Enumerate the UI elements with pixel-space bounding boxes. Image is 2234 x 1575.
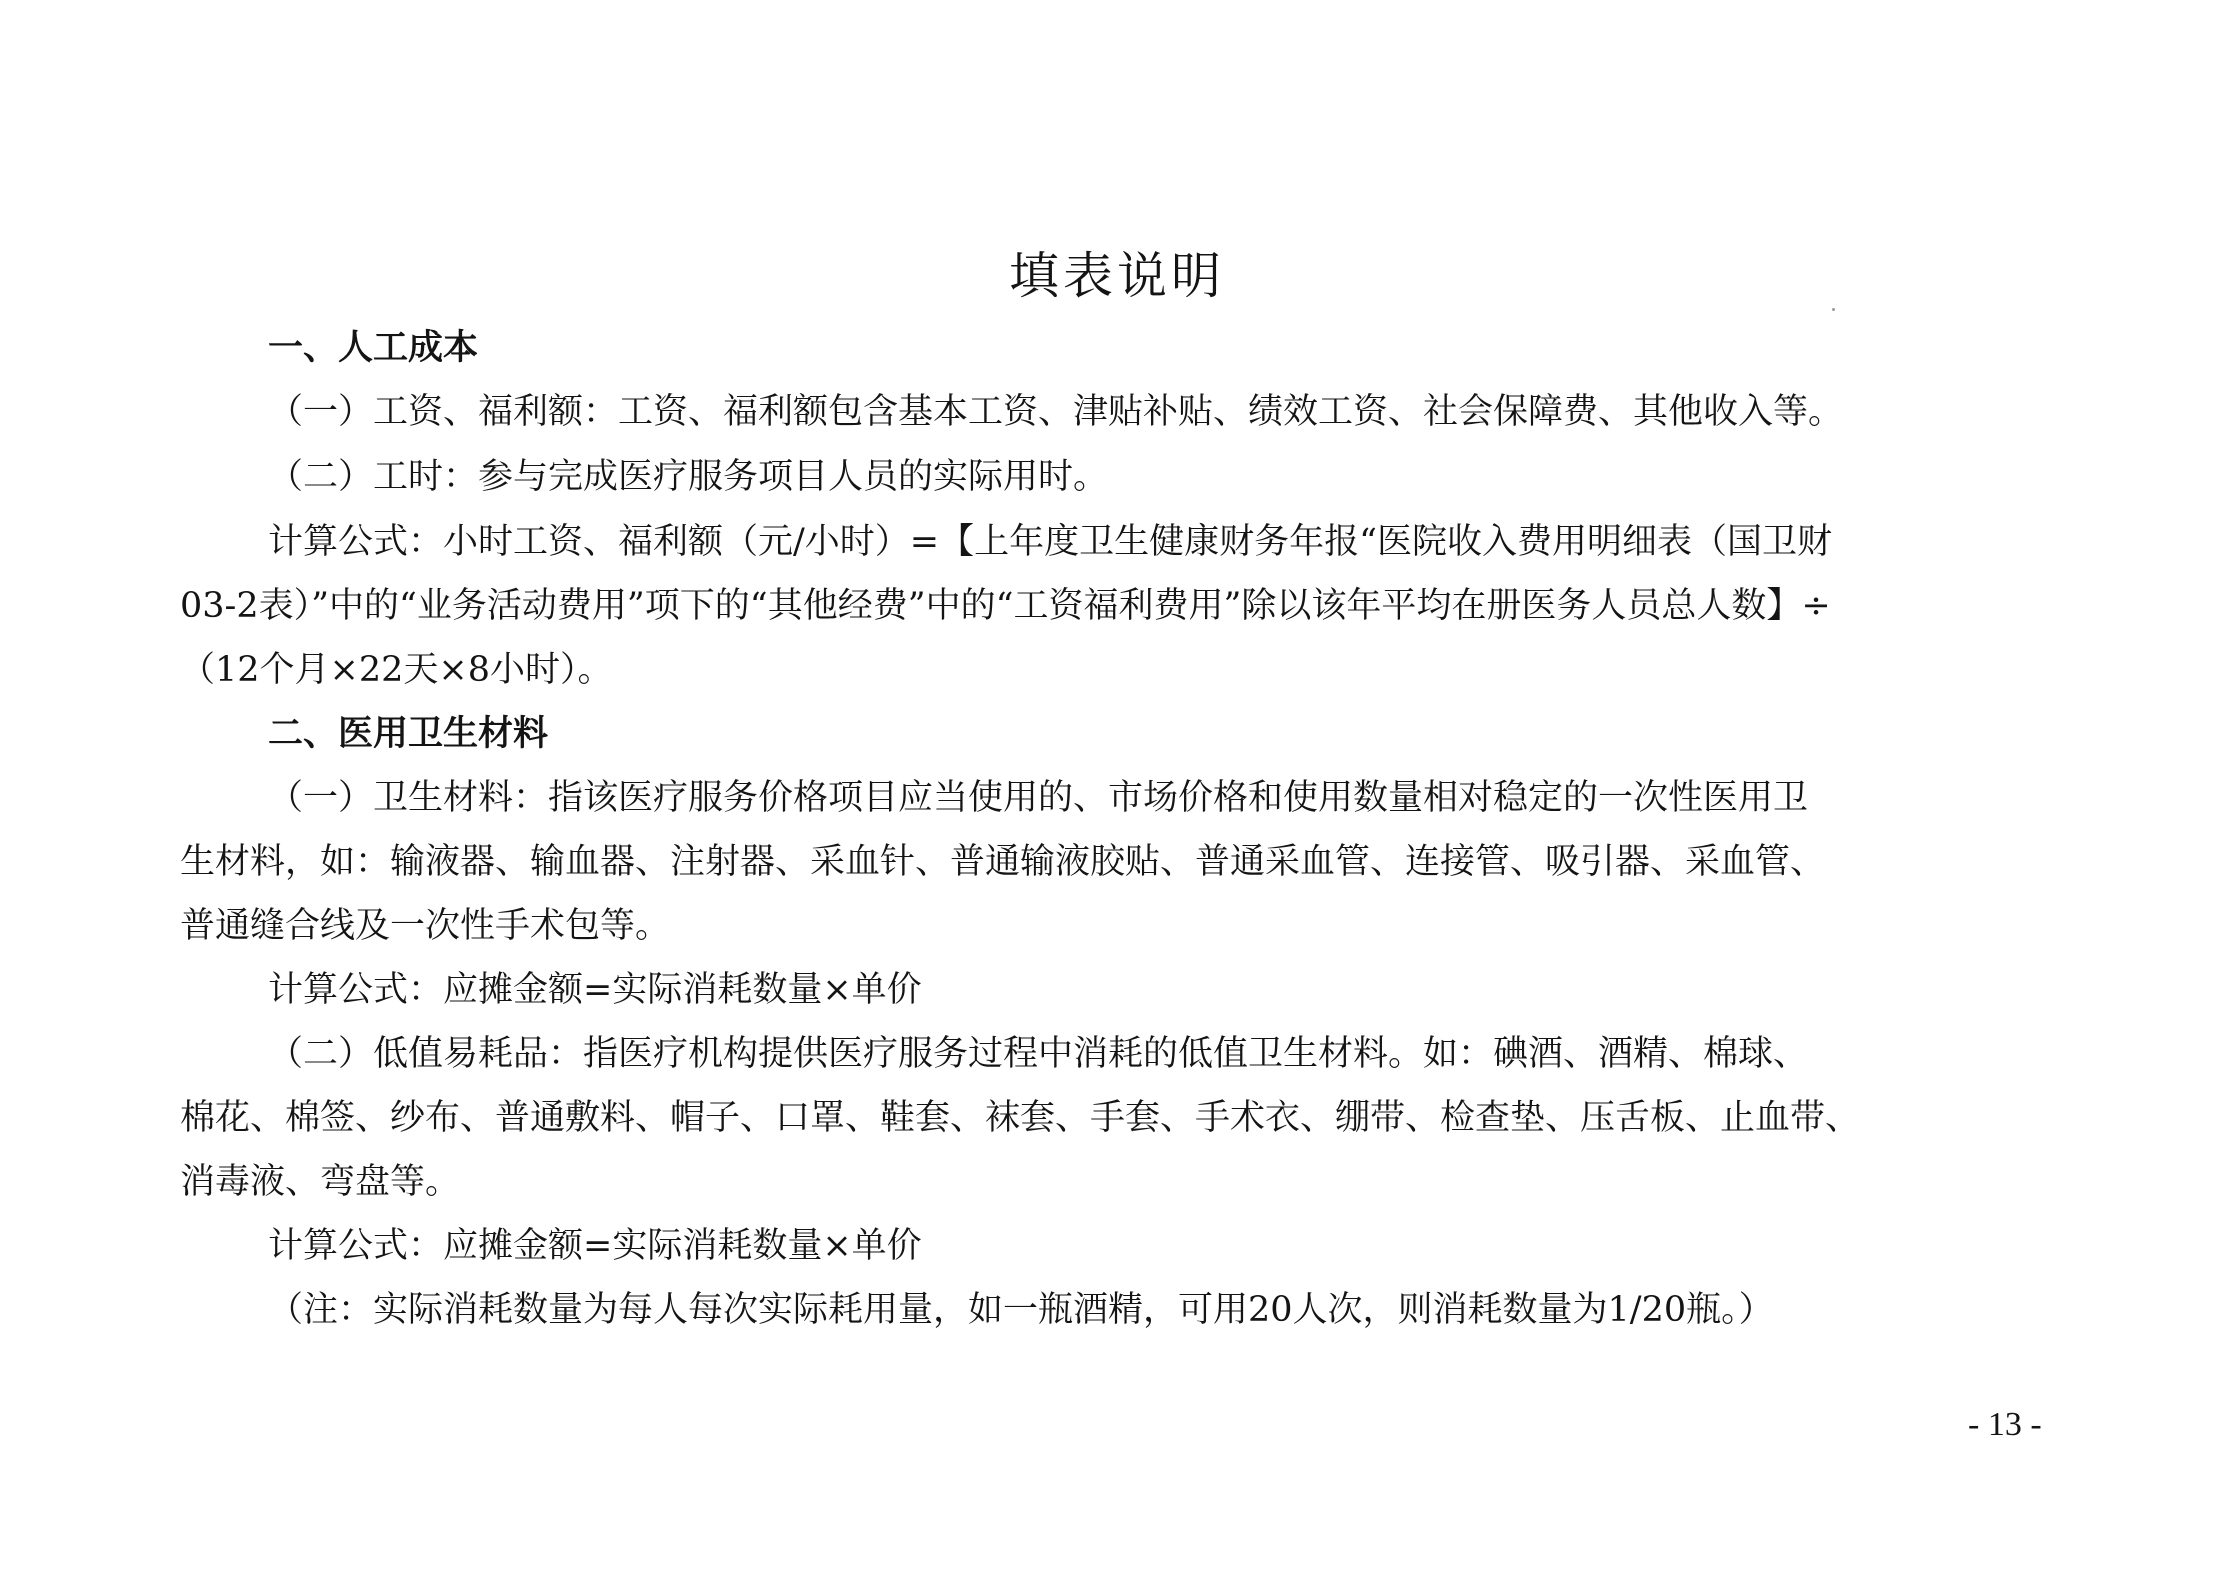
- paragraph-sanitary-materials-line3: 普通缝合线及一次性手术包等。: [180, 906, 671, 946]
- section-heading-medical-materials: 二、医用卫生材料: [268, 714, 549, 754]
- scan-speck: [1832, 308, 1835, 311]
- paragraph-work-hours: （二）工时：参与完成医疗服务项目人员的实际用时。: [268, 457, 1109, 497]
- paragraph-low-value-consumables-line1: （二）低值易耗品：指医疗机构提供医疗服务过程中消耗的低值卫生材料。如：碘酒、酒精、棉球、: [268, 1034, 1809, 1074]
- formula-allocated-amount-2: 计算公式：应摊金额=实际消耗数量×单价: [268, 1226, 922, 1266]
- formula-hourly-wage-line1: 计算公式：小时工资、福利额（元/小时）=【上年度卫生健康财务年报“医院收入费用明细表（国卫财: [268, 522, 1833, 562]
- page-title: 填表说明: [1009, 247, 1225, 305]
- section-heading-labor-cost: 一、人工成本: [268, 328, 479, 368]
- formula-allocated-amount-1: 计算公式：应摊金额=实际消耗数量×单价: [268, 970, 922, 1010]
- paragraph-wages-welfare: （一）工资、福利额：工资、福利额包含基本工资、津贴补贴、绩效工资、社会保障费、其他收入等。: [268, 392, 1844, 432]
- paragraph-sanitary-materials-line1: （一）卫生材料：指该医疗服务价格项目应当使用的、市场价格和使用数量相对稳定的一次性医用卫: [268, 778, 1809, 818]
- paragraph-low-value-consumables-line3: 消毒液、弯盘等。: [180, 1162, 461, 1202]
- note-consumption-quantity: （注：实际消耗数量为每人每次实际耗用量，如一瓶酒精，可用20人次，则消耗数量为1/20瓶。）: [268, 1290, 1774, 1330]
- page-number: - 13 -: [1968, 1406, 2042, 1443]
- formula-hourly-wage-line2: 03-2表）”中的“业务活动费用”项下的“其他经费”中的“工资福利费用”除以该年平均在册医务人员总人数】÷: [180, 586, 1831, 626]
- formula-hourly-wage-line3: （12个月×22天×8小时）。: [180, 650, 613, 690]
- paragraph-sanitary-materials-line2: 生材料，如：输液器、输血器、注射器、采血针、普通输液胶贴、普通采血管、连接管、吸引器、采血管、: [180, 842, 1826, 882]
- paragraph-low-value-consumables-line2: 棉花、棉签、纱布、普通敷料、帽子、口罩、鞋套、袜套、手套、手术衣、绷带、检查垫、压舌板、止血带、: [180, 1098, 1861, 1138]
